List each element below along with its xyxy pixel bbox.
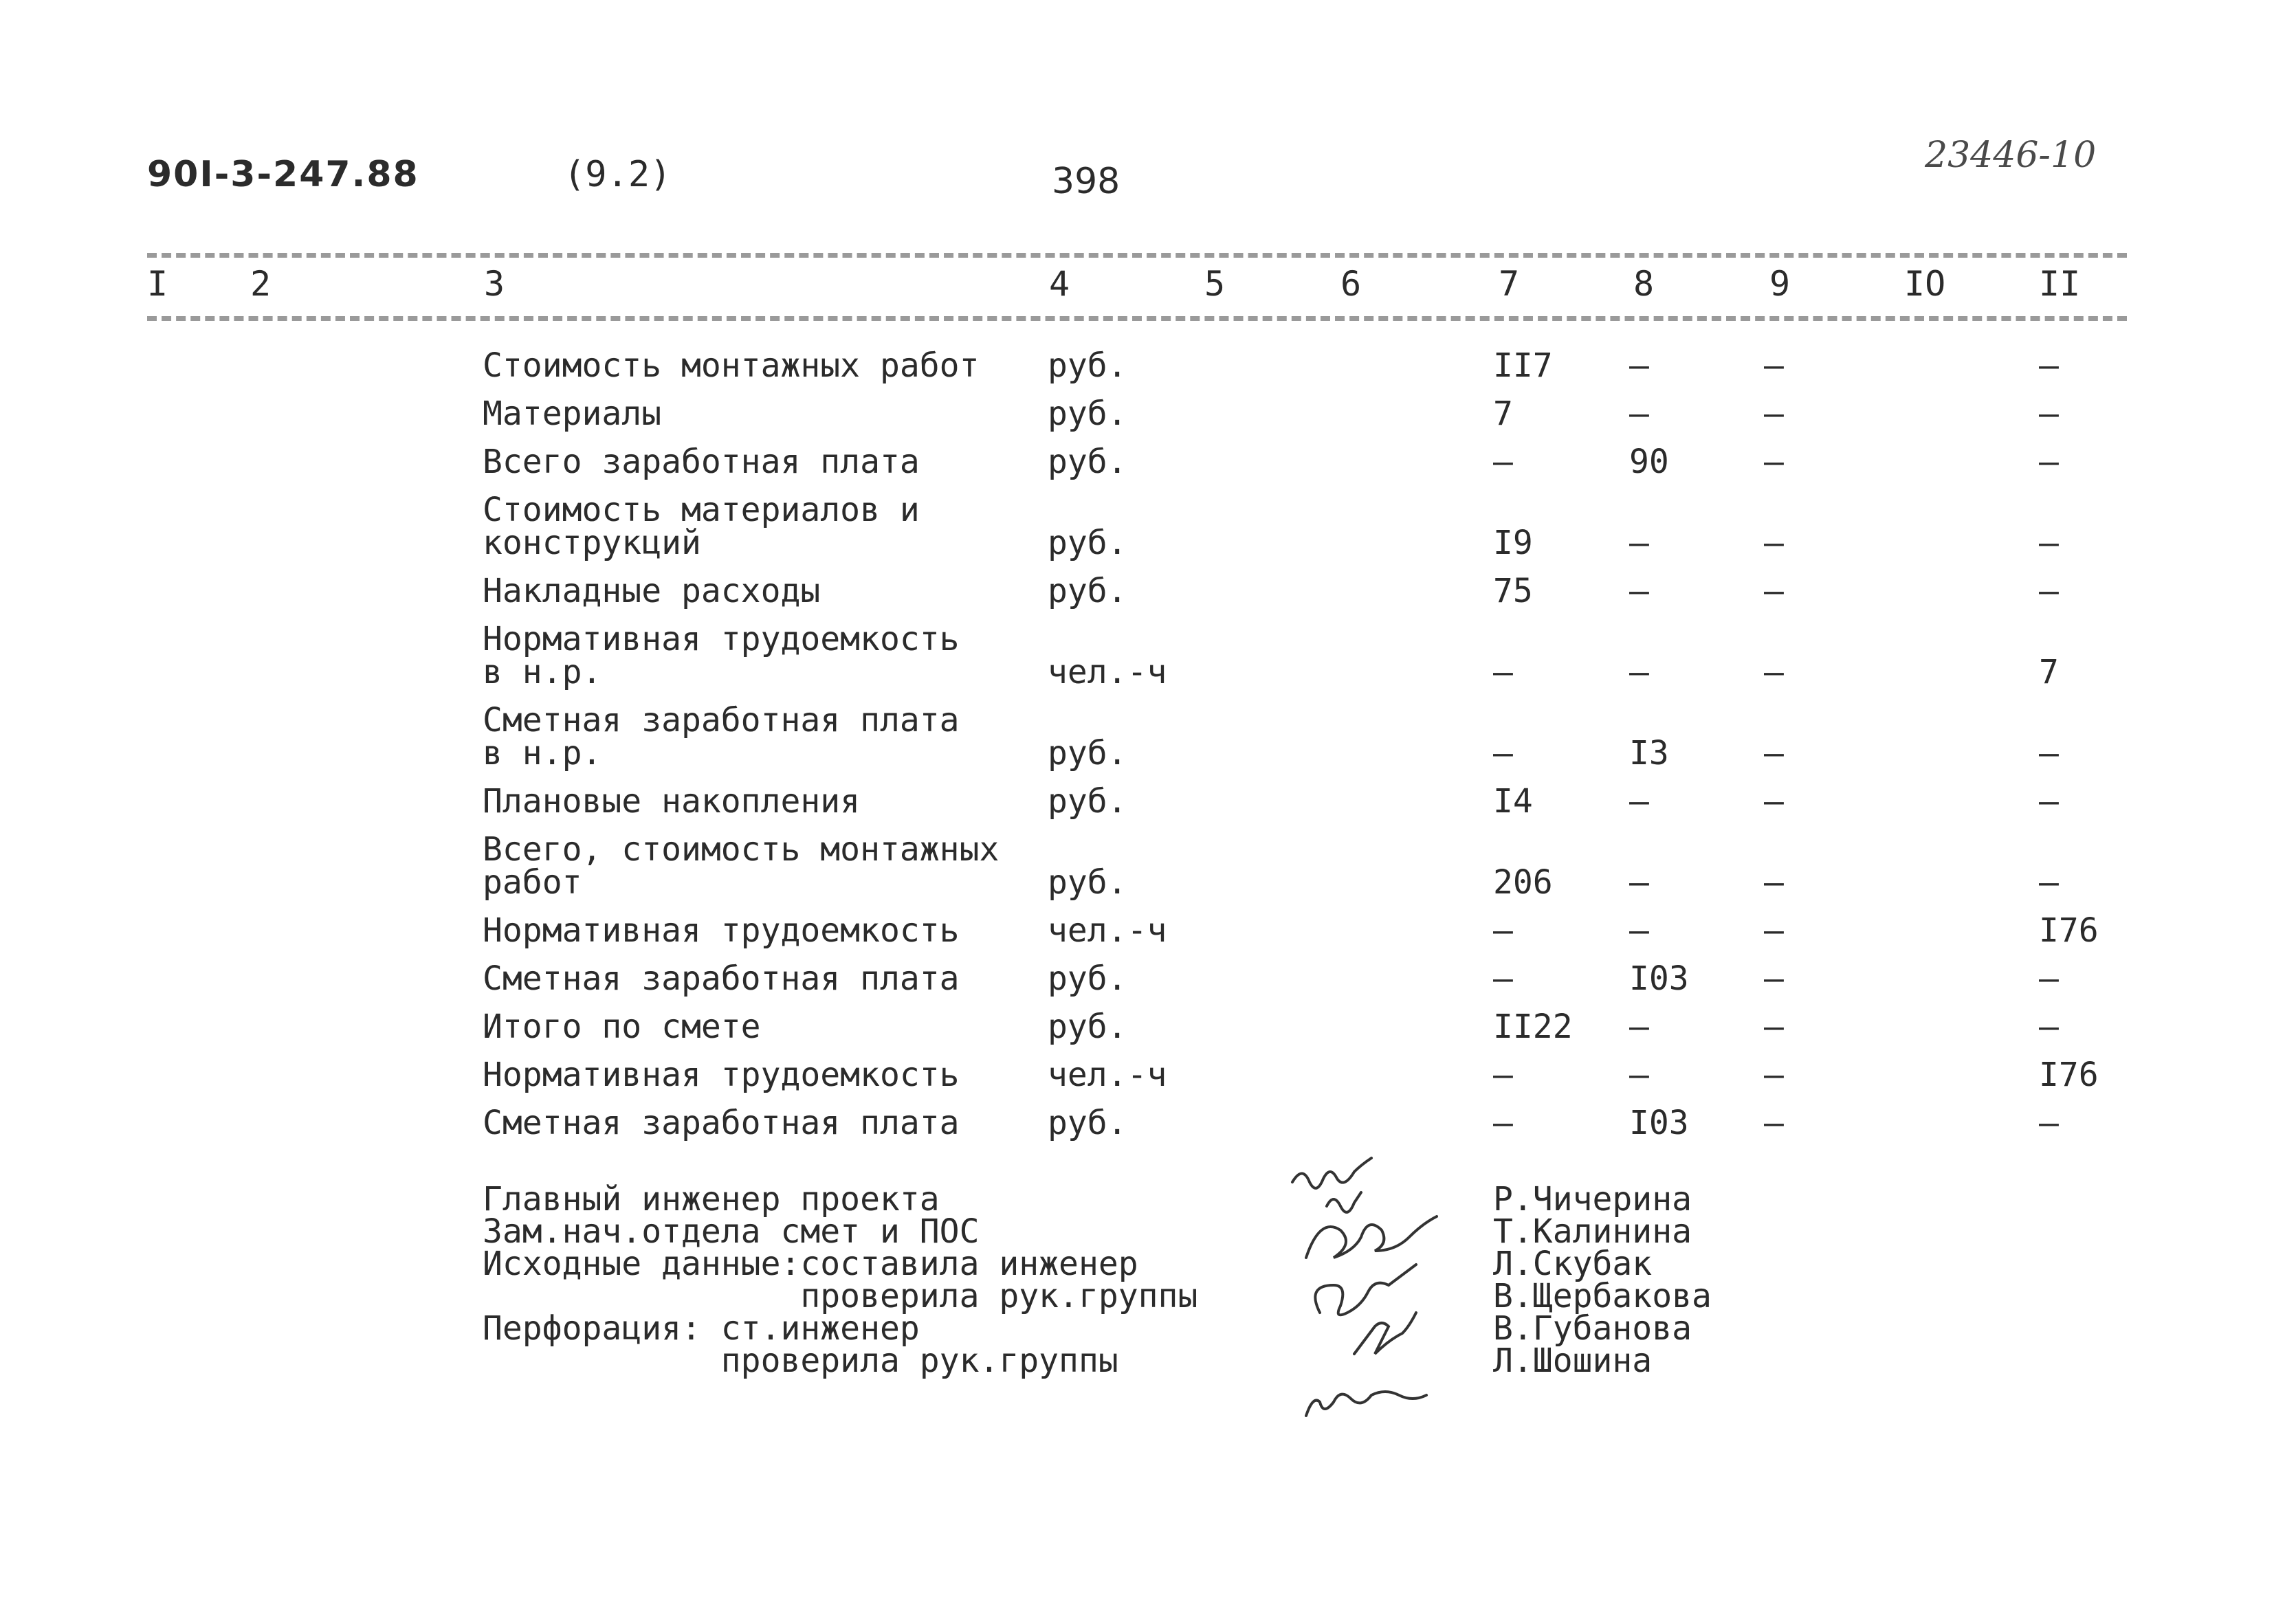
row-value-col8: – <box>1629 394 1649 433</box>
row-value-col9: – <box>1764 863 1784 902</box>
column-number-11: II <box>2039 264 2081 304</box>
column-number-6: 6 <box>1340 264 1362 304</box>
row-label: Сметная заработная плата <box>483 959 960 998</box>
row-label: в н.р. <box>483 653 602 691</box>
column-number-8: 8 <box>1633 264 1655 304</box>
row-value-col7: II7 <box>1493 346 1553 385</box>
row-value-col8: – <box>1629 1056 1649 1094</box>
row-label: Материалы <box>483 394 662 433</box>
row-value-col9: – <box>1764 782 1784 821</box>
row-value-col7: I9 <box>1493 524 1533 562</box>
row-value-col9: – <box>1764 734 1784 772</box>
row-value-col9: – <box>1764 346 1784 385</box>
row-label: Итого по смете <box>483 1008 761 1046</box>
row-value-col11: – <box>2039 1104 2059 1142</box>
row-value-col7: – <box>1493 959 1513 998</box>
signatory-position: проверила рук.группы <box>483 1342 1118 1380</box>
row-label: Плановые накопления <box>483 782 861 821</box>
row-value-col8: – <box>1629 1008 1649 1046</box>
row-value-col11: 7 <box>2039 653 2059 691</box>
signatory-position: Перфорация: ст.инженер <box>483 1309 920 1348</box>
row-unit: чел.-ч <box>1048 1056 1167 1094</box>
row-label: Всего, стоимость монтажных <box>483 830 1000 869</box>
header-bottom-rule <box>147 316 2127 321</box>
row-value-col8: – <box>1629 911 1649 950</box>
handwritten-signatures <box>1279 1155 1499 1430</box>
signatory-names <box>1493 1180 1712 1380</box>
row-value-col11: – <box>2039 524 2059 562</box>
page-number: 398 <box>1052 161 1121 202</box>
signatory-position: Главный инженер проекта <box>483 1180 940 1219</box>
row-value-col9: – <box>1764 1056 1784 1094</box>
column-number-10: IO <box>1904 264 1946 304</box>
row-value-col9: – <box>1764 1008 1784 1046</box>
signatory-name: Л.Шошина <box>1493 1342 1653 1380</box>
row-unit: чел.-ч <box>1048 911 1167 950</box>
row-value-col9: – <box>1764 572 1784 610</box>
row-value-col7: I4 <box>1493 782 1533 821</box>
row-value-col8: – <box>1629 782 1649 821</box>
row-value-col8: I03 <box>1629 1104 1689 1142</box>
row-unit: руб. <box>1048 443 1127 481</box>
row-label: Накладные расходы <box>483 572 821 610</box>
row-unit: руб. <box>1048 782 1127 821</box>
row-label: работ <box>483 863 582 902</box>
row-unit: руб. <box>1048 1008 1127 1046</box>
row-value-col11: – <box>2039 443 2059 481</box>
row-unit: руб. <box>1048 572 1127 610</box>
row-label: Нормативная трудоемкость <box>483 911 960 950</box>
row-value-col7: 75 <box>1493 572 1533 610</box>
row-label: конструкций <box>483 524 701 562</box>
row-value-col11: – <box>2039 734 2059 772</box>
row-value-col9: – <box>1764 653 1784 691</box>
signatory-name: Р.Чичерина <box>1493 1180 1692 1219</box>
row-value-col7: – <box>1493 1104 1513 1142</box>
row-value-col11: I76 <box>2039 911 2099 950</box>
row-value-col8: 90 <box>1629 443 1669 481</box>
signatory-position: Зам.нач.отдела смет и ПОС <box>483 1212 980 1251</box>
row-value-col11: – <box>2039 572 2059 610</box>
row-value-col8: – <box>1629 524 1649 562</box>
row-value-col9: – <box>1764 524 1784 562</box>
row-value-col8: I3 <box>1629 734 1669 772</box>
row-value-col7: – <box>1493 911 1513 950</box>
stamp-number: 23446-10 <box>1925 135 2097 176</box>
row-label: в н.р. <box>483 734 602 772</box>
row-value-col7: – <box>1493 1056 1513 1094</box>
column-number-4: 4 <box>1049 264 1070 304</box>
row-value-col8: – <box>1629 346 1649 385</box>
signatory-position: проверила рук.группы <box>483 1277 1198 1315</box>
row-value-col11: – <box>2039 1008 2059 1046</box>
row-value-col8: – <box>1629 863 1649 902</box>
row-unit: руб. <box>1048 863 1127 902</box>
column-number-5: 5 <box>1204 264 1226 304</box>
row-value-col7: 7 <box>1493 394 1513 433</box>
signatory-name: Т.Калинина <box>1493 1212 1692 1251</box>
row-value-col11: – <box>2039 346 2059 385</box>
header-top-rule <box>147 253 2127 258</box>
signatory-position: Исходные данные:составила инженер <box>483 1245 1138 1283</box>
row-value-col7: – <box>1493 734 1513 772</box>
row-value-col11: – <box>2039 782 2059 821</box>
row-value-col11: – <box>2039 394 2059 433</box>
row-value-col9: – <box>1764 1104 1784 1142</box>
signatory-name: В.Губанова <box>1493 1309 1692 1348</box>
column-number-1: I <box>147 264 168 304</box>
row-label: Сметная заработная плата <box>483 701 960 739</box>
row-unit: руб. <box>1048 346 1127 385</box>
column-number-2: 2 <box>250 264 272 304</box>
row-label: Нормативная трудоемкость <box>483 620 960 658</box>
row-value-col7: 206 <box>1493 863 1553 902</box>
row-unit: руб. <box>1048 959 1127 998</box>
row-value-col11: – <box>2039 959 2059 998</box>
row-value-col9: – <box>1764 959 1784 998</box>
row-unit: руб. <box>1048 734 1127 772</box>
row-value-col9: – <box>1764 443 1784 481</box>
row-value-col8: – <box>1629 653 1649 691</box>
row-label: Нормативная трудоемкость <box>483 1056 960 1094</box>
row-unit: руб. <box>1048 394 1127 433</box>
row-value-col11: – <box>2039 863 2059 902</box>
row-value-col8: – <box>1629 572 1649 610</box>
row-value-col11: I76 <box>2039 1056 2099 1094</box>
row-value-col7: – <box>1493 653 1513 691</box>
document-code: 90I-3-247.88 <box>147 154 419 195</box>
row-value-col7: – <box>1493 443 1513 481</box>
row-unit: руб. <box>1048 524 1127 562</box>
column-number-3: 3 <box>484 264 505 304</box>
row-label: Всего заработная плата <box>483 443 920 481</box>
column-number-7: 7 <box>1499 264 1520 304</box>
column-number-9: 9 <box>1769 264 1791 304</box>
row-label: Стоимость монтажных работ <box>483 346 980 385</box>
row-value-col8: I03 <box>1629 959 1689 998</box>
signatory-name: В.Щербакова <box>1493 1277 1712 1315</box>
row-value-col9: – <box>1764 394 1784 433</box>
row-unit: руб. <box>1048 1104 1127 1142</box>
row-label: Стоимость материалов и <box>483 491 920 529</box>
signatory-name: Л.Скубак <box>1493 1245 1653 1283</box>
row-label: Сметная заработная плата <box>483 1104 960 1142</box>
row-unit: чел.-ч <box>1048 653 1167 691</box>
section-number: (9.2) <box>564 154 672 195</box>
row-value-col7: II22 <box>1493 1008 1573 1046</box>
row-value-col9: – <box>1764 911 1784 950</box>
signatory-positions <box>483 1180 1198 1380</box>
